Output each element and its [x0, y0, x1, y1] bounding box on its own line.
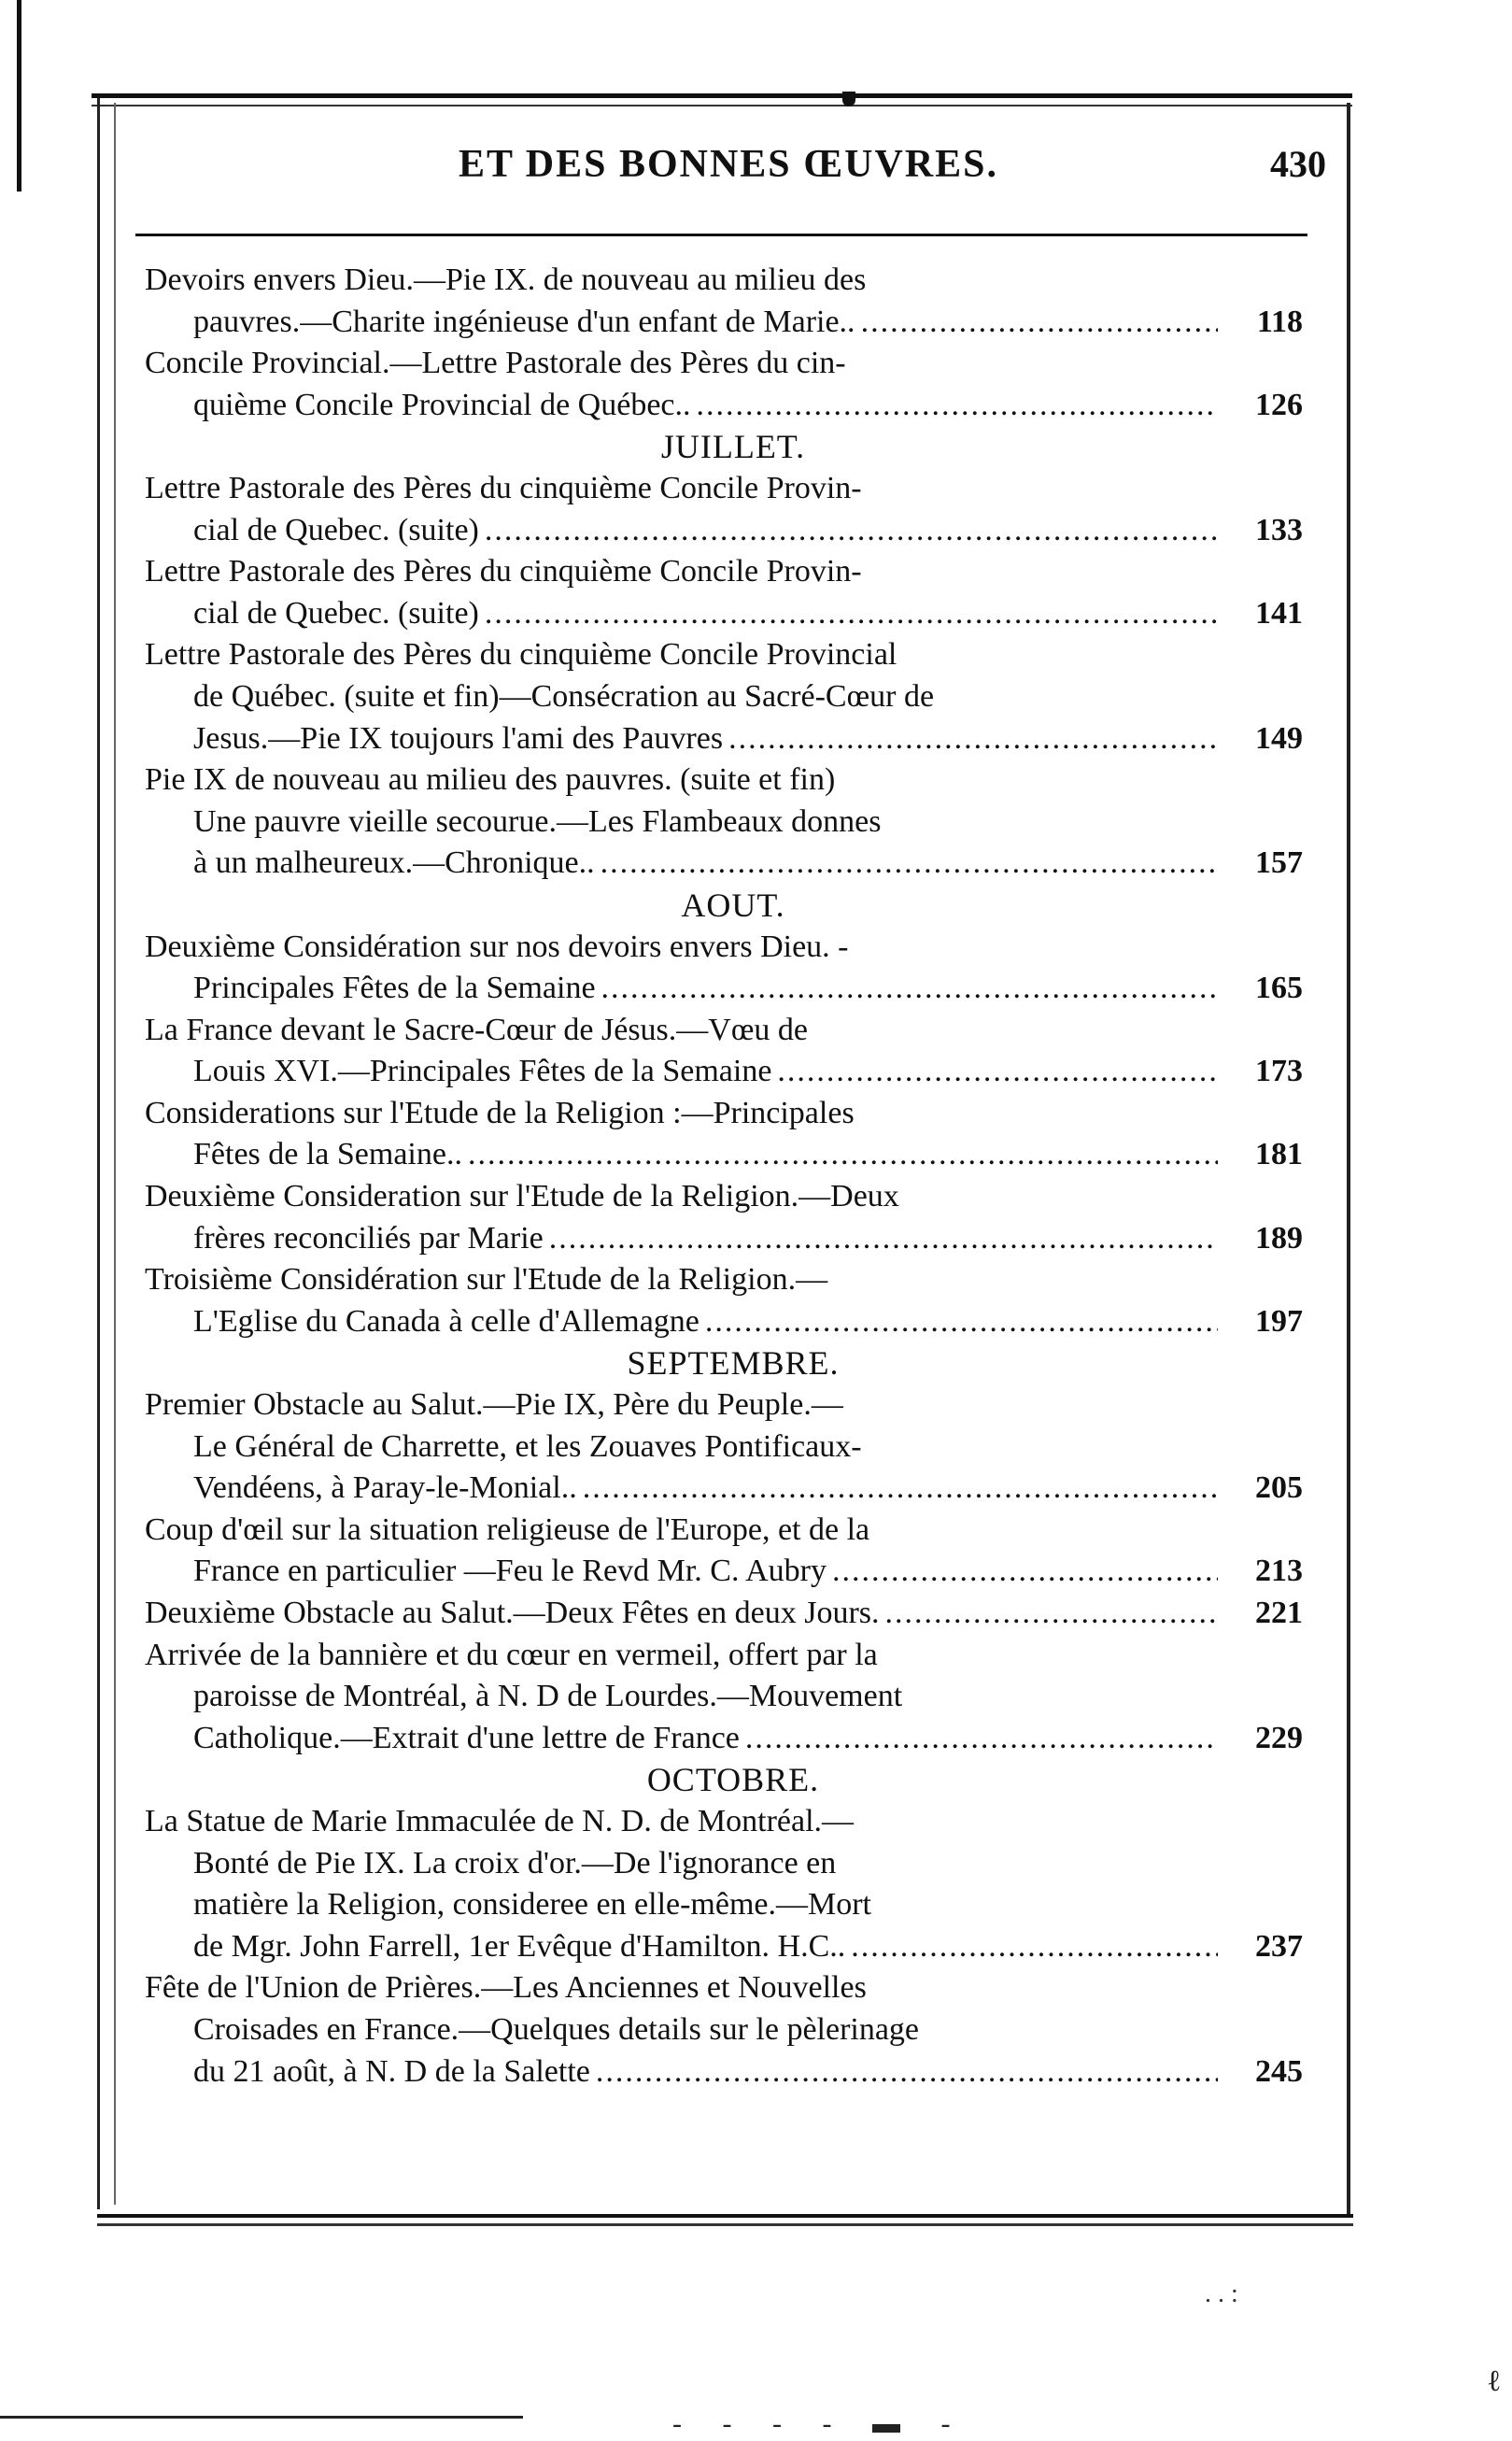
toc-entry-page-number: 229 — [1255, 1720, 1303, 1755]
toc-entry-text: Devoirs envers Dieu.—Pie IX. de nouveau au milieu des — [145, 263, 867, 297]
dot-leader — [583, 1468, 1218, 1510]
toc-entry-text: frères reconciliés par Marie — [193, 1220, 544, 1256]
toc-entry-page-number: 118 — [1256, 304, 1303, 339]
toc-entry-line — [145, 1718, 1223, 1760]
dot-leader — [851, 1926, 1218, 1968]
dot-leader — [601, 968, 1218, 1010]
toc-entry — [145, 468, 1303, 551]
toc-entry-page-number: 213 — [1255, 1554, 1303, 1589]
section-title: JUILLET. — [660, 428, 806, 466]
toc-entry-line — [145, 1093, 1223, 1135]
toc-entry-line — [145, 1010, 1223, 1052]
toc-entry-line — [145, 260, 1223, 302]
dot-leader — [777, 1051, 1218, 1093]
toc-entry-line — [145, 551, 1223, 593]
toc-entry-page-number: 221 — [1255, 1596, 1303, 1630]
toc-entry-text: Coup d'œil sur la situation religieuse de l'Europe, et de la — [145, 1511, 870, 1547]
toc-entry-line — [145, 385, 1223, 427]
toc-entry-line — [145, 1593, 1223, 1635]
toc-entry-line — [145, 2009, 1223, 2051]
toc-entry — [145, 551, 1303, 634]
toc-entry-page-number: 237 — [1255, 1928, 1303, 1964]
toc-entry-text: Une pauvre vieille secourue.—Les Flambeaux donnes — [193, 803, 882, 839]
frame-left-inner-rule — [114, 103, 116, 2205]
scan-bottom-dashes: - - - - ▬ - — [672, 2408, 968, 2439]
dot-leader — [601, 843, 1218, 885]
toc-entry-line — [145, 1635, 1223, 1677]
toc-entry-line — [145, 1843, 1223, 1885]
toc-entry-text: Bonté de Pie IX. La croix d'or.—De l'ignorance en — [193, 1845, 837, 1880]
toc-entry-line — [145, 968, 1223, 1010]
toc-entry-text: Louis XVI.—Principales Fêtes de la Semaine — [193, 1054, 772, 1089]
toc-entry-text: pauvres.—Charite ingénieuse d'un enfant de Marie.. — [193, 304, 855, 339]
toc-entry-text: Lettre Pastorale des Pères du cinquième Concile Provin- — [145, 470, 862, 505]
toc-entry-page-number: 141 — [1255, 595, 1303, 631]
toc-entry-line — [145, 302, 1223, 344]
toc-entry-line — [145, 1468, 1223, 1510]
toc-entry — [145, 1093, 1303, 1176]
toc-entry — [145, 1384, 1303, 1510]
toc-entry-line — [145, 1801, 1223, 1843]
toc-entry-text: Concile Provincial.—Lettre Pastorale des Pères du cin- — [145, 346, 846, 381]
toc-entry-text: Jesus.—Pie IX toujours l'ami des Pauvres — [193, 720, 724, 756]
toc-entry-text: Considerations sur l'Etude de la Religion :—Principales — [145, 1095, 855, 1130]
frame-bottom-rule-thin — [97, 2223, 1353, 2226]
dot-leader — [596, 2051, 1218, 2093]
table-of-contents — [145, 260, 1303, 2093]
toc-entry-line — [145, 1176, 1223, 1218]
toc-entry-text: cial de Quebec. (suite) — [193, 512, 479, 547]
toc-entry-text: Vendéens, à Paray-le-Monial.. — [193, 1470, 577, 1506]
toc-entry-text: Deuxième Obstacle au Salut.—Deux Fêtes en deux Jours. — [145, 1596, 880, 1630]
toc-entry-line — [145, 927, 1223, 969]
toc-entry — [145, 343, 1303, 426]
toc-entry-line — [145, 759, 1223, 802]
toc-entry-text: Arrivée de la bannière et du cœur en vermeil, offert par la — [145, 1637, 878, 1672]
toc-entry-text: Premier Obstacle au Salut.—Pie IX, Père du Peuple.— — [145, 1387, 843, 1423]
dot-leader — [468, 1134, 1218, 1176]
toc-entry — [145, 1593, 1303, 1635]
toc-entry-line — [145, 1218, 1223, 1260]
toc-entry-line — [145, 676, 1223, 718]
toc-entry-line — [145, 1926, 1223, 1968]
toc-entry — [145, 1635, 1303, 1760]
toc-entry-text: matière la Religion, consideree en elle-même.—Mort — [193, 1887, 872, 1923]
section-title: SEPTEMBRE. — [627, 1344, 840, 1383]
dot-leader — [861, 302, 1218, 344]
dot-leader — [885, 1593, 1218, 1635]
toc-entry-line — [145, 510, 1223, 552]
toc-entry-text: Deuxième Consideration sur l'Etude de la Religion.—Deux — [145, 1179, 899, 1214]
toc-entry-page-number: 197 — [1255, 1303, 1303, 1339]
toc-entry-text: Lettre Pastorale des Pères du cinquième Concile Provincial — [145, 637, 897, 673]
toc-entry — [145, 1010, 1303, 1093]
toc-entry-text: Lettre Pastorale des Pères du cinquième Concile Provin- — [145, 554, 862, 589]
toc-entry-text: cial de Quebec. (suite) — [193, 595, 479, 631]
toc-entry-text: Pie IX de nouveau au milieu des pauvres. (suite et fin) — [145, 762, 836, 798]
toc-entry-page-number: 157 — [1255, 845, 1303, 881]
toc-entry-line — [145, 1551, 1223, 1593]
toc-entry-text: paroisse de Montréal, à N. D de Lourdes.—Mouvement — [193, 1679, 903, 1714]
toc-entry-text: Deuxième Considération sur nos devoirs envers Dieu. - — [145, 929, 849, 964]
toc-entry-page-number: 181 — [1255, 1137, 1303, 1172]
toc-entry — [145, 1801, 1303, 1967]
dot-leader — [485, 593, 1218, 635]
toc-entry-page-number: 133 — [1255, 512, 1303, 547]
dot-leader — [745, 1718, 1218, 1760]
dot-leader — [728, 718, 1218, 760]
left-margin-rule — [17, 0, 21, 192]
toc-entry — [145, 1510, 1303, 1593]
toc-entry-line — [145, 1510, 1223, 1552]
toc-entry-line — [145, 843, 1223, 885]
toc-entry-page-number: 149 — [1255, 720, 1303, 756]
toc-entry-text: Fête de l'Union de Prières.—Les Anciennes et Nouvelles — [145, 1970, 867, 2006]
toc-entry-page-number: 189 — [1255, 1220, 1303, 1256]
toc-entry-text: quième Concile Provincial de Québec.. — [193, 387, 691, 422]
toc-entry-line — [145, 718, 1223, 760]
toc-entry-line — [145, 634, 1223, 676]
dot-leader — [697, 385, 1219, 427]
toc-entry-text: France en particulier —Feu le Revd Mr. C. Aubry — [193, 1554, 827, 1589]
toc-entry-text: L'Eglise du Canada à celle d'Allemagne — [193, 1303, 699, 1339]
toc-entry-line — [145, 468, 1223, 510]
running-header-title: ET DES BONNES ŒUVRES. — [458, 143, 999, 186]
page-number: 430 — [1270, 143, 1326, 185]
frame-right-rule — [1347, 103, 1350, 2214]
frame-top-ornament — [842, 92, 855, 106]
frame-top-rule — [92, 93, 1352, 98]
toc-entry-line — [145, 1301, 1223, 1343]
toc-entry-line — [145, 1384, 1223, 1426]
toc-entry — [145, 260, 1303, 343]
toc-entry-text: Troisième Considération sur l'Etude de la Religion.— — [145, 1262, 828, 1298]
toc-entry-line — [145, 1426, 1223, 1469]
toc-entry-line — [145, 343, 1223, 385]
section-title: AOUT. — [681, 886, 785, 924]
frame-top-rule-thin — [92, 105, 1352, 106]
toc-entry-text: La France devant le Sacre-Cœur de Jésus.—Vœu de — [145, 1012, 808, 1047]
toc-entry-line — [145, 593, 1223, 635]
toc-entry-text: du 21 août, à N. D de la Salette — [193, 2053, 590, 2089]
toc-entry-line — [145, 802, 1223, 844]
toc-entry-page-number: 126 — [1255, 387, 1303, 422]
scan-corner-mark: ℓ — [1487, 2363, 1502, 2397]
toc-entry-page-number: 173 — [1255, 1054, 1303, 1089]
toc-entry-line — [145, 1051, 1223, 1093]
toc-entry-line — [145, 1967, 1223, 2009]
scan-bottom-line — [0, 2416, 523, 2419]
toc-entry-line — [145, 1884, 1223, 1926]
toc-entry-text: Catholique.—Extrait d'une lettre de France — [193, 1720, 740, 1755]
toc-entry-text: Croisades en France.—Quelques details sur le pèlerinage — [193, 2011, 920, 2047]
toc-entry-text: La Statue de Marie Immaculée de N. D. de Montréal.— — [145, 1803, 855, 1838]
scan-speck-marks: . . : — [1205, 2279, 1238, 2308]
dot-leader — [705, 1301, 1218, 1343]
toc-entry-text: Le Général de Charrette, et les Zouaves Pontificaux- — [193, 1428, 862, 1464]
toc-entry-page-number: 205 — [1255, 1470, 1303, 1506]
dot-leader — [485, 510, 1218, 552]
toc-entry-page-number: 165 — [1255, 971, 1303, 1006]
toc-entry-line — [145, 1259, 1223, 1301]
section-title: OCTOBRE. — [646, 1761, 820, 1799]
toc-entry — [145, 927, 1303, 1010]
frame-bottom-rule — [97, 2214, 1353, 2218]
toc-entry-page-number: 245 — [1255, 2053, 1303, 2089]
dot-leader — [549, 1218, 1218, 1260]
frame-left-rule — [97, 98, 100, 2209]
header-rule — [135, 234, 1307, 236]
toc-entry-text: Fêtes de la Semaine.. — [193, 1137, 462, 1172]
toc-entry-text: Principales Fêtes de la Semaine — [193, 971, 596, 1006]
toc-entry-line — [145, 1134, 1223, 1176]
toc-entry-text: à un malheureux.—Chronique.. — [193, 845, 595, 881]
dot-leader — [832, 1551, 1218, 1593]
toc-entry — [145, 1259, 1303, 1342]
toc-entry — [145, 1176, 1303, 1259]
toc-entry-text: de Mgr. John Farrell, 1er Evêque d'Hamilton. H.C.. — [193, 1928, 846, 1964]
toc-entry-line — [145, 2051, 1223, 2093]
toc-entry — [145, 634, 1303, 759]
toc-entry-text: de Québec. (suite et fin)—Consécration au Sacré-Cœur de — [193, 678, 935, 714]
toc-entry — [145, 1967, 1303, 2093]
toc-entry-line — [145, 1676, 1223, 1718]
toc-entry — [145, 759, 1303, 885]
